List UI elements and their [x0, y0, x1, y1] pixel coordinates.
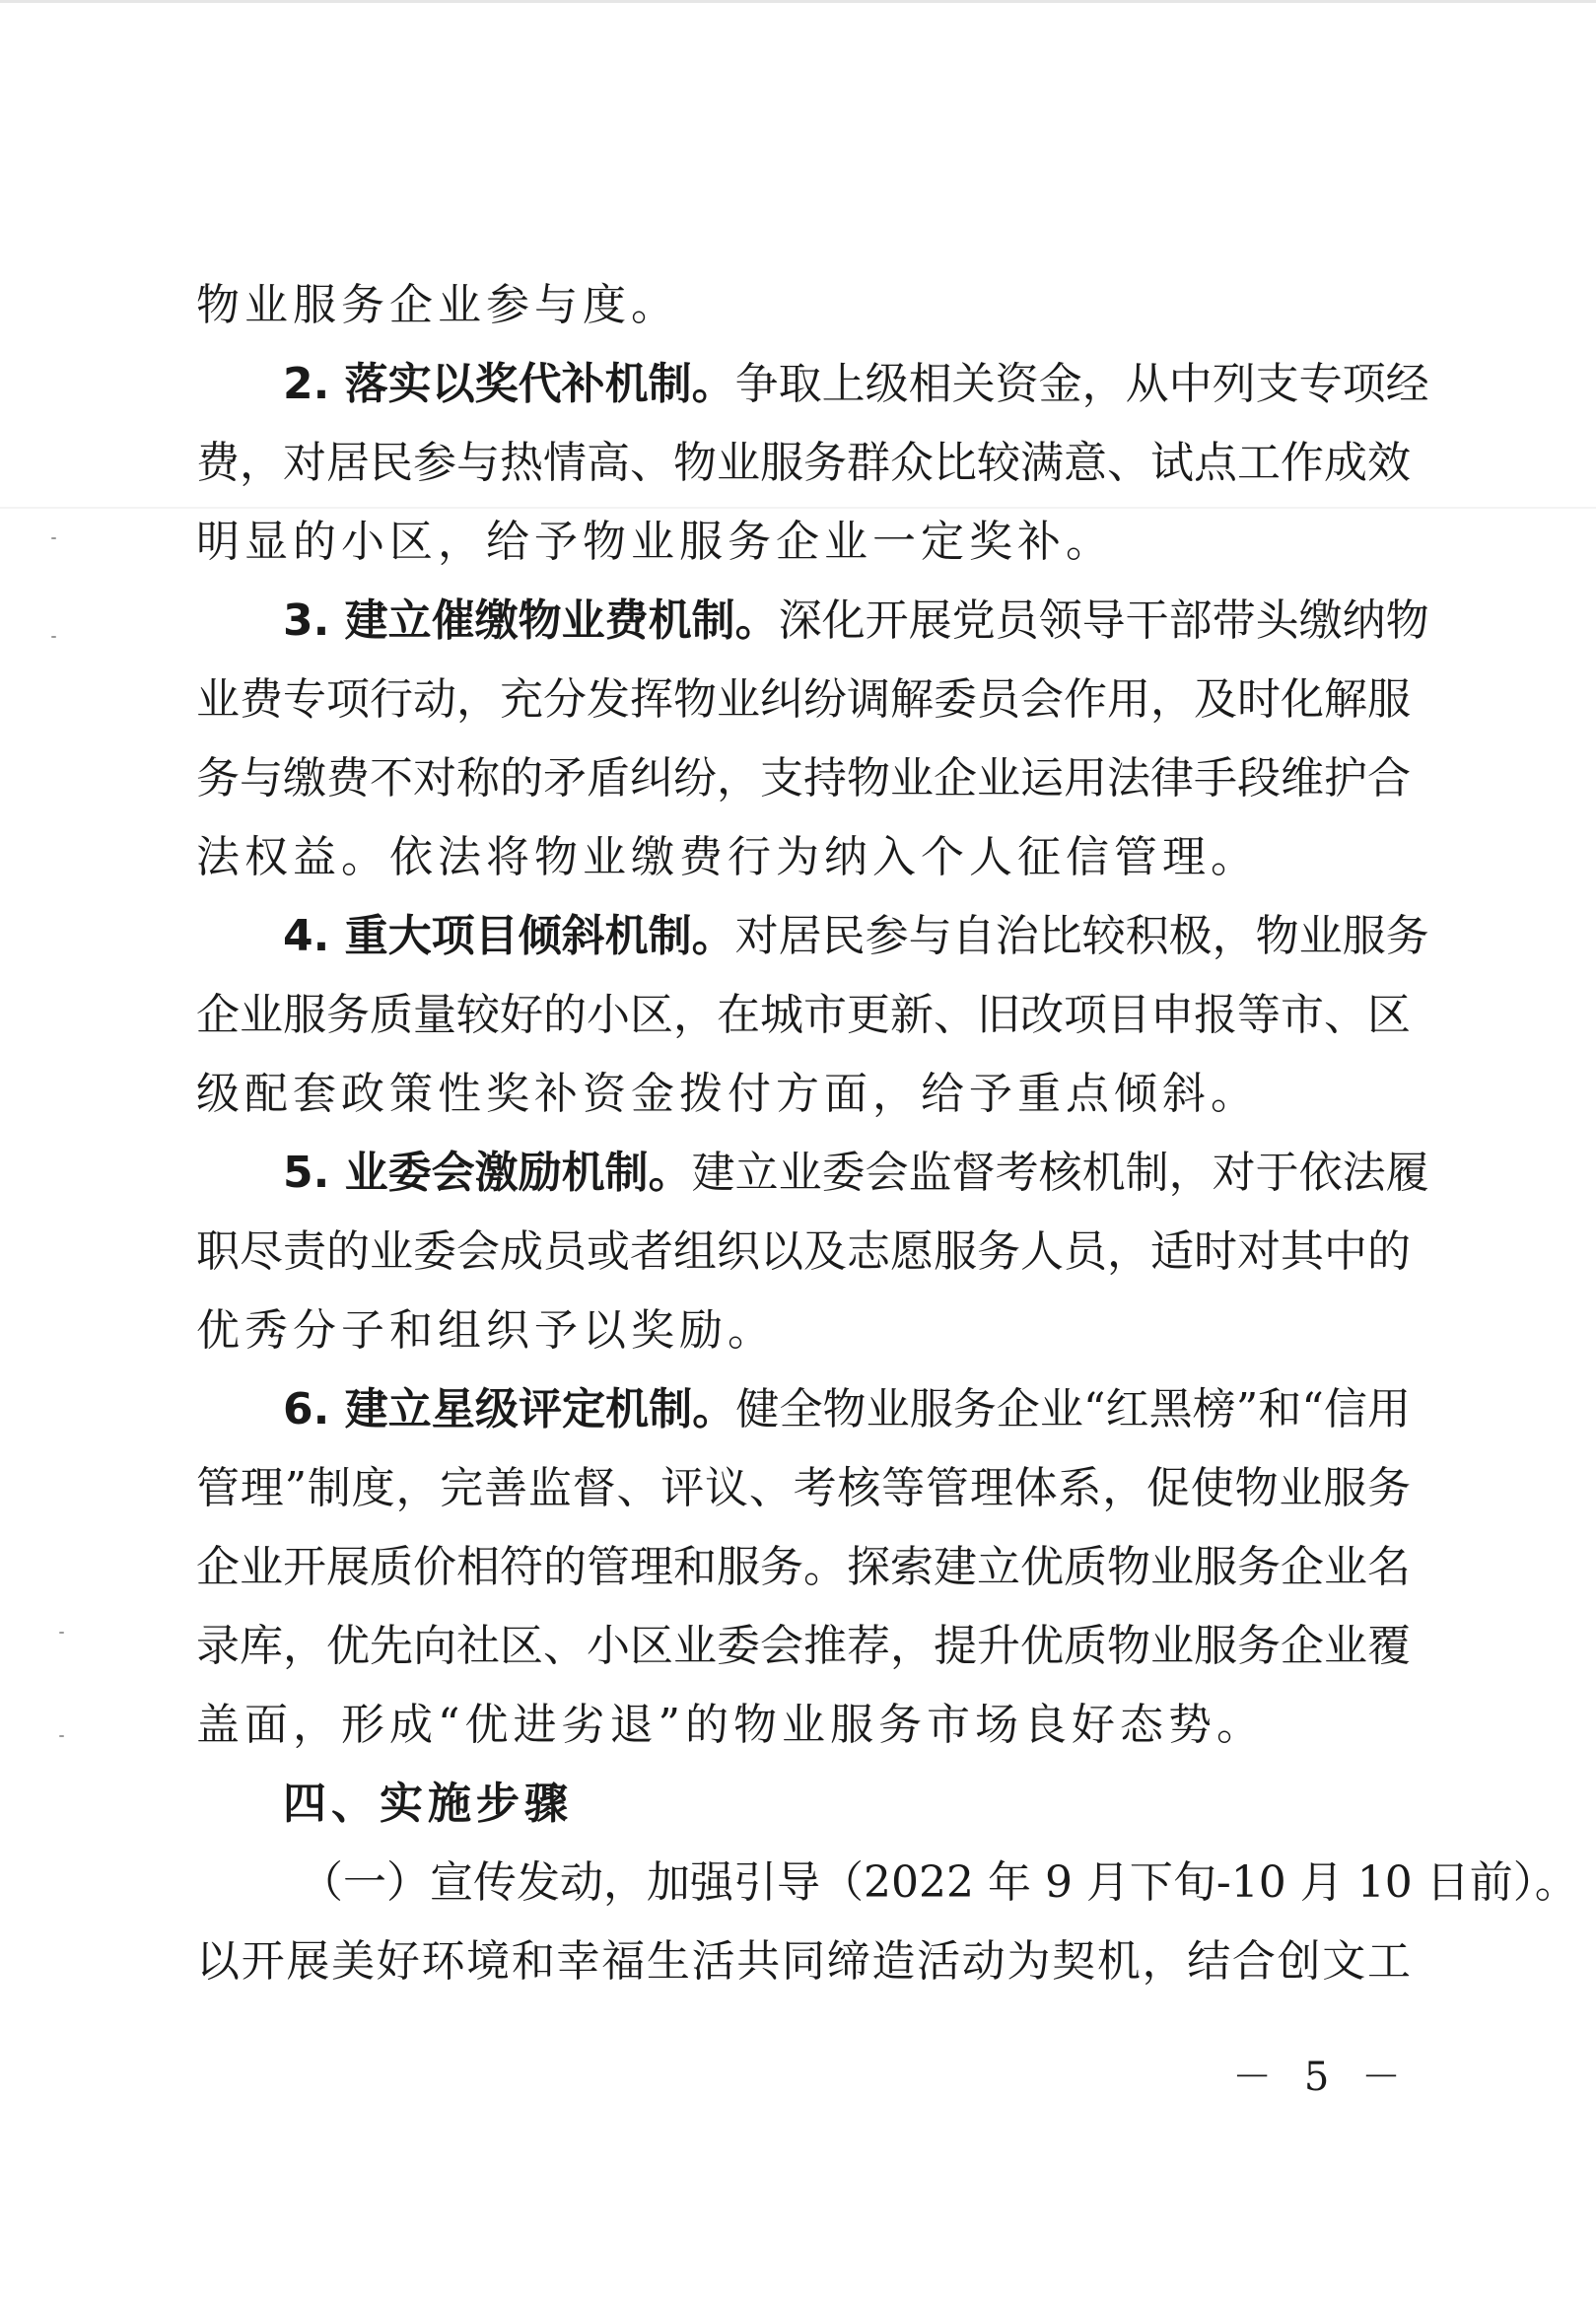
- body-line: 物业服务企业参与度。: [196, 280, 679, 330]
- body-line: 管理”制度，完善监督、评议、考核等管理体系，促使物业服务: [196, 1463, 1411, 1513]
- body-line: 法权益。依法将物业缴费行为纳入个人征信管理。: [196, 832, 1259, 882]
- item-2-heading-line: 2. 落实以奖代补机制。争取上级相关资金，从中列支专项经: [283, 359, 1429, 409]
- scan-speck: [59, 1632, 64, 1634]
- body-line: 优秀分子和组织予以奖励。: [196, 1305, 776, 1356]
- subsection-1-heading: （一）宣传发动，加强引导（2022 年 9 月下旬-10 月 10 日前）。: [300, 1857, 1578, 1908]
- item-3-heading-line: 3. 建立催缴物业费机制。深化开展党员领导干部带头缴纳物: [283, 595, 1429, 646]
- item-4-title: 4. 重大项目倾斜机制。: [283, 911, 735, 961]
- section-4-heading: 四、实施步骤: [283, 1779, 573, 1829]
- body-line: 企业开展质价相符的管理和服务。探索建立优质物业服务企业名: [196, 1542, 1411, 1592]
- body-line: 务与缴费不对称的矛盾纠纷，支持物业企业运用法律手段维护合: [196, 753, 1411, 804]
- body-line: 企业服务质量较好的小区，在城市更新、旧改项目申报等市、区: [196, 990, 1411, 1040]
- scan-speck: [51, 636, 56, 638]
- item-6-heading-line: 6. 建立星级评定机制。健全物业服务企业“红黑榜”和“信用: [283, 1384, 1412, 1434]
- scan-top-edge: [0, 0, 1596, 3]
- item-2-title: 2. 落实以奖代补机制。: [283, 359, 735, 409]
- item-5-heading-line: 5. 业委会激励机制。建立业委会监督考核机制，对于依法履: [283, 1148, 1429, 1198]
- body-line: 级配套政策性奖补资金拨付方面，给予重点倾斜。: [196, 1069, 1259, 1119]
- subsection-1-line: [196, 1844, 1578, 1922]
- section-heading-line: [196, 1765, 1411, 1844]
- scan-speck: [51, 537, 56, 539]
- item-6-title: 6. 建立星级评定机制。: [283, 1384, 736, 1434]
- document-body: [196, 266, 1578, 2001]
- body-line: 费，对居民参与热情高、物业服务群众比较满意、试点工作成效: [196, 438, 1411, 488]
- body-line: 录库，优先向社区、小区业委会推荐，提升优质物业服务企业覆: [196, 1621, 1411, 1671]
- body-line: 业费专项行动，充分发挥物业纠纷调解委员会作用，及时化解服: [196, 674, 1411, 725]
- item-4-heading-line: 4. 重大项目倾斜机制。对居民参与自治比较积极，物业服务: [283, 911, 1429, 961]
- body-line: 职尽责的业委会成员或者组织以及志愿服务人员，适时对其中的: [196, 1226, 1411, 1277]
- item-3-title: 3. 建立催缴物业费机制。: [283, 595, 779, 646]
- body-line: 明显的小区，给予物业服务企业一定奖补。: [196, 517, 1114, 567]
- scan-speck: [59, 1735, 64, 1737]
- item-5-title: 5. 业委会激励机制。: [283, 1148, 692, 1198]
- page-number: － 5 －: [1232, 2055, 1411, 2100]
- body-line: 以开展美好环境和幸福生活共同缔造活动为契机，结合创文工: [196, 1936, 1411, 1987]
- body-line: 盖面，形成“优进劣退”的物业服务市场良好态势。: [196, 1700, 1265, 1750]
